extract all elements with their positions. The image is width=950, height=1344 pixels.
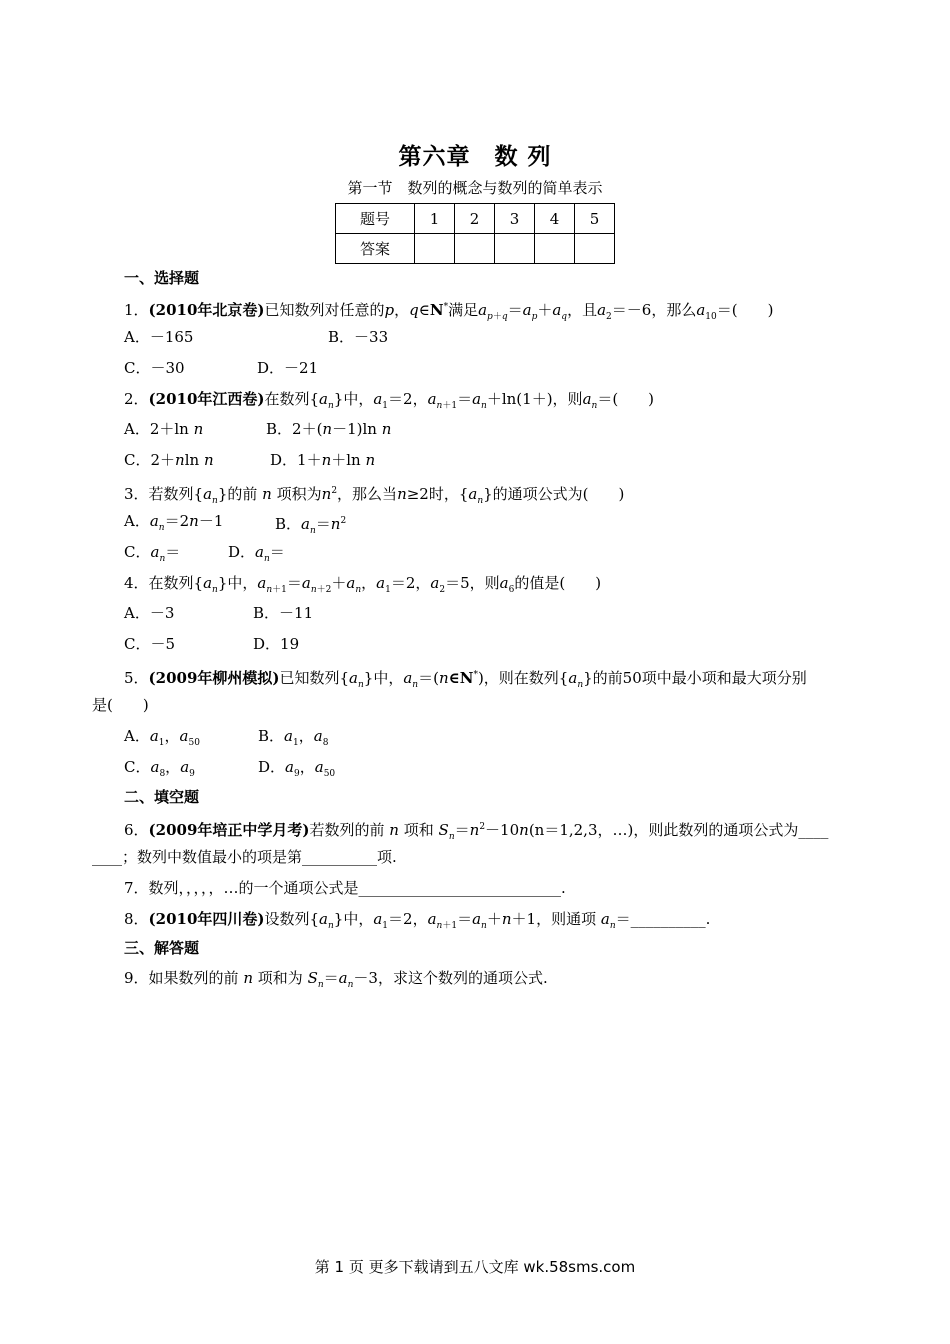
section-heading-answer: 三、解答题 xyxy=(124,939,200,957)
section-heading-choice: 一、选择题 xyxy=(124,269,200,287)
question-3: 3．若数列$\{a_n\}$的前 n 项积为$n^2$，那么当n≥2时，$\{a_n\}$的通项公式为( ) xyxy=(124,485,625,506)
q1-option-a: A．－165 xyxy=(124,328,194,346)
q3-option-d: D．$a_n=$ xyxy=(228,543,285,564)
answer-table-answer-row xyxy=(336,234,615,264)
q4-option-b: B．－11 xyxy=(253,604,314,622)
question-6: 6．(2009年培正中学月考)若数列的前 n 项和 $S_n=n^2-10n(n=1,2,3$，…)，则此数列的通项公式为____ xyxy=(124,821,829,842)
question-6-cont: ____；数列中数值最小的项是第__________项. xyxy=(92,848,397,866)
q4-option-c: C．－5 xyxy=(124,635,176,653)
table-header-tihao: 题号 xyxy=(336,204,415,234)
page-footer: 第 1 页 更多下载请到五八文库 wk.58sms.com xyxy=(314,1258,636,1276)
q2-option-a: A．2＋ln n xyxy=(124,420,204,438)
q1-option-d: D．－21 xyxy=(257,359,319,377)
q5-option-d: D．$a_9$，$a_{50}$ xyxy=(258,758,336,779)
table-header-daan: 答案 xyxy=(336,234,415,264)
q1-option-c: C．－30 xyxy=(124,359,185,377)
q5-option-c: C．$a_8$，$a_9$ xyxy=(124,758,195,779)
answer-table-number-row xyxy=(336,204,615,234)
answer-cell-4 xyxy=(535,234,575,264)
answer-cell-5 xyxy=(575,234,615,264)
q2-option-b: B．2＋(n－1)ln n xyxy=(266,420,392,438)
question-1: 1．(2010年北京卷)已知数列对任意的p，q∈N*满足$a_{p+q}=a_p+a_q$，且$a_2=-6$，那么$a_{10}=$( ) xyxy=(124,301,774,322)
table-num-4: 4 xyxy=(535,204,575,234)
question-5-cont: 是( ) xyxy=(92,696,149,714)
table-num-5: 5 xyxy=(575,204,615,234)
answer-table xyxy=(335,203,615,264)
q4-option-a: A．－3 xyxy=(124,604,175,622)
table-num-1: 1 xyxy=(415,204,455,234)
question-4: 4．在数列$\{a_n\}$中，$a_{n+1}=a_{n+2}+a_n$，$a_1=2$，$a_2=5$，则$a_6$的值是( ) xyxy=(124,574,602,595)
answer-cell-1 xyxy=(415,234,455,264)
question-2: 2．(2010年江西卷)在数列$\{a_n\}$中，$a_1=2$，$a_{n+1}=a_n+\ln(1+)$，则$a_n=$( ) xyxy=(124,390,655,411)
question-8: 8．(2010年四川卷)设数列$\{a_n\}$中，$a_1=2$，$a_{n+1}=a_n+n+1$，则通项 $a_n=\_\_\_\_\_\_\_\_\_\_$. xyxy=(124,910,711,931)
section-subtitle: 第一节 数列的概念与数列的简单表示 xyxy=(347,179,603,197)
q3-option-a: A．$a_n=2n-1$ xyxy=(124,512,224,533)
q1-option-b: B．－33 xyxy=(328,328,389,346)
question-5: 5．(2009年柳州模拟)已知数列$\{a_n\}$中，$a_n=(n\in N^*)$，则在数列$\{a_n\}$的前50项中最小项和最大项分别 xyxy=(124,669,807,690)
q2-option-d: D．1＋n＋ln n xyxy=(270,451,376,469)
table-num-3: 3 xyxy=(495,204,535,234)
section-heading-fill: 二、填空题 xyxy=(124,788,200,806)
question-9: 9．如果数列的前 n 项和为 $S_n=a_n-3$，求这个数列的通项公式. xyxy=(124,969,548,990)
q3-option-c: C．$a_n=$ xyxy=(124,543,181,564)
question-7: 7．数列，，，，，…的一个通项公式是___________________________. xyxy=(124,879,566,897)
q2-option-c: C．2＋nln n xyxy=(124,451,214,469)
table-num-2: 2 xyxy=(455,204,495,234)
answer-cell-3 xyxy=(495,234,535,264)
q4-option-d: D．19 xyxy=(253,635,300,653)
chapter-title: 第六章 数 列 xyxy=(398,143,552,170)
q3-option-b: B．$a_n=n^2$ xyxy=(275,515,347,536)
answer-cell-2 xyxy=(455,234,495,264)
q5-option-b: B．$a_1$，$a_8$ xyxy=(258,727,329,748)
q5-option-a: A．$a_1$，$a_{50}$ xyxy=(124,727,200,748)
